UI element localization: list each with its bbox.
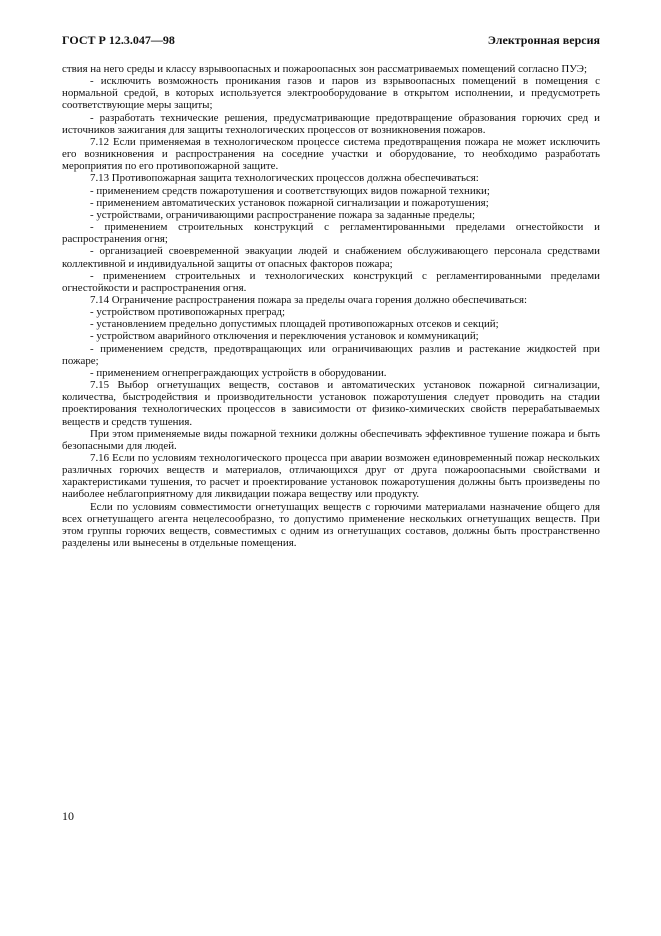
paragraph: - установлением предельно допустимых площадей противопожарных отсеков и секций;: [90, 318, 499, 331]
paragraph: - разработать технические решения, предусматривающие предотвращение образования горючих сред и источников зажигания для защиты технологических процессов от возникновения пожаров.: [62, 111, 600, 136]
paragraph: - применением автоматических установок пожарной сигнализации и пожаротушения;: [90, 196, 489, 209]
paragraph: ствия на него среды и классу взрывоопасных и пожароопасных зон рассматриваемых помещений согласно ПУЭ;: [62, 63, 588, 75]
page-header: [62, 33, 600, 49]
paragraph: - применением строительных и технологических конструкций с регламентированными пределами огнестойкости и распространения огня.: [62, 269, 600, 294]
paragraph: 7.14 Ограничение распространения пожара за пределы очага горения должно обеспечиваться:: [90, 293, 527, 306]
paragraph: - исключить возможность проникания газов и паров из взрывоопасных помещений в помещения с нормальной средой, в которых используется электрооборудование в открытом исполнении, и предусмотреть соответствующие меры защиты;: [62, 75, 600, 112]
paragraph: - применением огнепреграждающих устройств в оборудовании.: [90, 366, 387, 379]
paragraph: - применением строительных конструкций с регламентированными пределами огнестойкости и распространения огня;: [62, 221, 600, 246]
paragraph: Если по условиям совместимости огнетушащих веществ с горючими материалами назначение общего для всех огнетушащего агента нецелесообразно, то допустимо применение нескольких огнетушащих веществ. При этом группы горючих веществ, совместимых с одним из огнетушащих составов, должны быть пространственно разделены или вынесены в отдельные помещения.: [62, 500, 600, 550]
paragraph: - организацией своевременной эвакуации людей и снабжением обслуживающего персонала средствами коллективной и индивидуальной защиты от опасных факторов пожара;: [62, 245, 600, 270]
paragraph: - устройством аварийного отключения и переключения установок и коммуникаций;: [90, 330, 479, 343]
paragraph: При этом применяемые виды пожарной техники должны обеспечивать эффективное тушение пожара и быть безопасными для людей.: [62, 427, 600, 452]
paragraph: - устройством противопожарных преград;: [90, 306, 285, 319]
version-label: Электронная версия: [487, 33, 600, 47]
paragraph: - применением средств пожаротушения и соответствующих видов пожарной техники;: [90, 184, 490, 197]
paragraph: 7.13 Противопожарная защита технологических процессов должна обеспечиваться:: [90, 172, 479, 185]
paragraph: 7.16 Если по условиям технологического процесса при аварии возможен единовременный пожар нескольких различных горючих веществ и материалов, отличающихся друг от друга пожароопасными свойствами и характеристиками тушения, то расчет и проектирование установок пожаротушения должны быть произведены по наиболее неблагоприятному для ликвидации пожара веществу или продукту.: [62, 452, 600, 501]
page-number: 10: [62, 809, 74, 823]
standard-number: ГОСТ Р 12.3.047—98: [62, 33, 175, 47]
paragraph: - устройствами, ограничивающими распространение пожара за заданные пределы;: [90, 208, 475, 221]
body-text: [62, 63, 600, 549]
paragraph: 7.12 Если применяемая в технологическом процессе система предотвращения пожара не может исключить его возникновения и распространения на соседние участки и оборудование, то необходимо разработать мероприятия по его противопожарной защите.: [62, 135, 600, 173]
paragraph: 7.15 Выбор огнетушащих веществ, составов и автоматических установок пожарной сигнализации, количества, быстродействия и производительности установок пожаротушения следует проводить на стадии проектирования технологических процессов в зависимости от физико-химических свойств перерабатываемых веществ и средств тушения.: [62, 379, 600, 428]
paragraph: - применением средств, предотвращающих или ограничивающих разлив и растекание жидкостей при пожаре;: [62, 342, 600, 367]
